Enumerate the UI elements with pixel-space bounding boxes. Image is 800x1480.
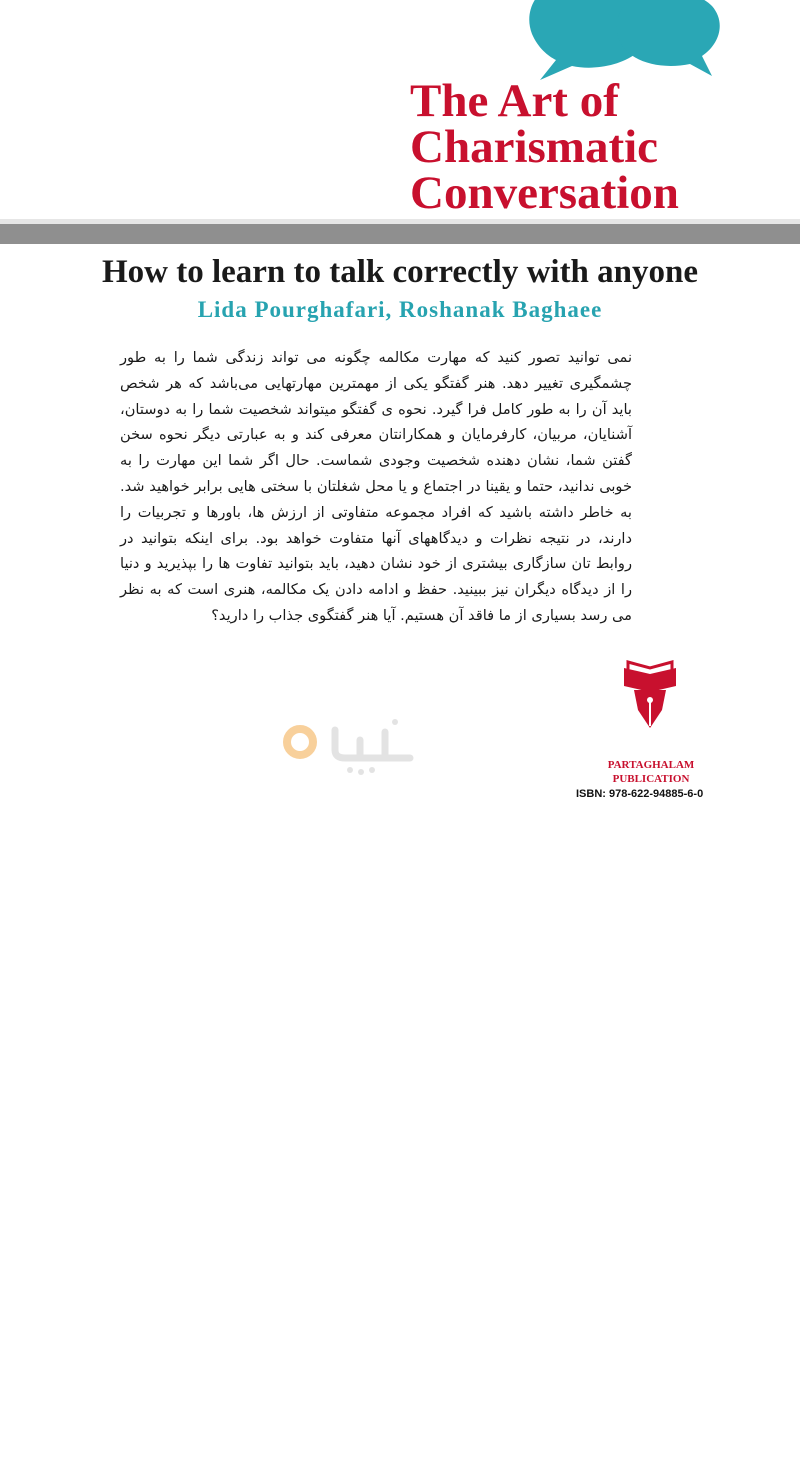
publisher-line-1: PARTAGHALAM xyxy=(607,759,695,771)
publisher-name xyxy=(596,758,706,786)
pen-nib-book-logo-icon xyxy=(620,660,680,730)
book-title xyxy=(410,75,740,219)
title-line-1: The Art of xyxy=(410,75,619,127)
divider-band xyxy=(0,224,800,244)
publisher-line-2: PUBLICATION xyxy=(612,773,690,785)
blurb-paragraph: نمی توانید تصور کنید که مهارت مکالمه چگونه می تواند زندگی شما را به طور چشمگیری تغییر دهد. هنر گفتگو یکی از مهمترین مهارتهایی می‌باشد که هر شخص باید آن را به طور کامل فرا گیرد. نحوه ی گفتگو میتواند شخصیت شما را به دوستان، آشنایان، مربیان، کارفرمایان و همکارانتان معرفی کند و به عبارتی دیگر نحوه سخن گفتن شما، نشان دهنده شخصیت وجودی شماست. حال اگر شما این مهارت را به خوبی ندانید، حتما و یقینا در اجتماع و یا محل شغلتان با سختی هایی برابر خواهید شد. به خاطر داشته باشید که افراد مجموعه متفاوتی از ارزش ها، باورها و تجربیات را دارند، در نتیجه نظرات و دیدگاههای آنها متفاوت خواهد بود. برای اینکه بتوانید در روابط تان سازگاری بیشتری از خود نشان دهید، باید بتوانید تفاوت ها را بپذیرید و دنیا را از دیدگاه دیگران نیز ببینید. حفظ و ادامه دادن یک مکالمه، هنری است که به نظر می رسد بسیاری از ما فاقد آن هستیم. آیا هنر گفتگوی جذاب را دارید؟ xyxy=(120,349,632,624)
speech-bubbles-icon xyxy=(0,0,800,90)
title-line-3: Conversation xyxy=(410,167,679,219)
isbn-number: ISBN: 978-622-94885-6-0 xyxy=(576,788,704,800)
title-line-2: Charismatic xyxy=(410,121,659,173)
book-subtitle: How to learn to talk correctly with anyone xyxy=(101,254,699,290)
pinjareh-watermark-icon xyxy=(275,710,425,780)
book-authors: Lida Pourghafari, Roshanak Baghaee xyxy=(197,297,603,322)
blurb-text xyxy=(120,345,632,745)
